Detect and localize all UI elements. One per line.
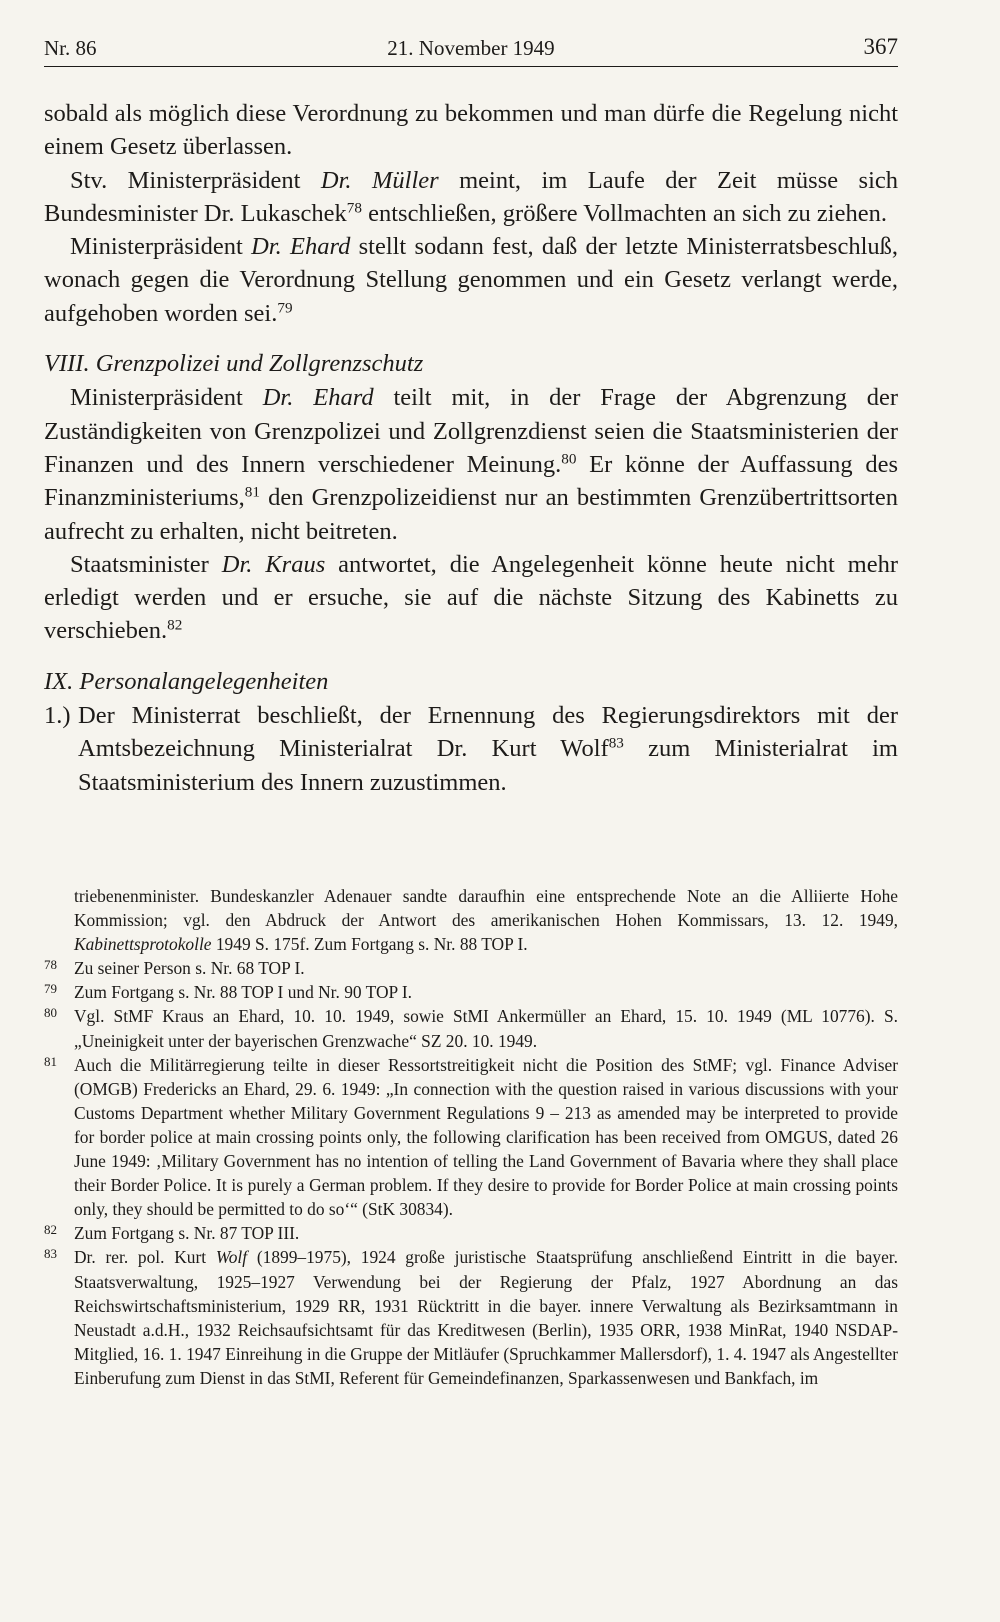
footnote-number: 81 <box>44 1053 57 1069</box>
speaker-name: Ehard <box>313 384 374 412</box>
footnote-continuation: triebenenminister. Bundeskanzler Adenauer sandte daraufhin eine entsprechende Note an die Alliierte Hohe Kommission; vgl. den Abdruck der Antwort des amerikanischen Hohen Kommissars, 13. 12. 1949, Kabinettsprotokolle 1949 S. 175f. Zum Fortgang s. Nr. 88 TOP I. <box>74 886 898 955</box>
footnote-number: 80 <box>44 1005 57 1021</box>
speaker-name: Kraus <box>265 550 326 578</box>
footnote-79: 79 Zum Fortgang s. Nr. 88 TOP I und Nr. 90 TOP I. <box>44 980 898 1004</box>
document-number: Nr. 86 <box>44 36 97 60</box>
paragraph-3: Ministerpräsident Dr. Ehard stellt sodann fest, daß der letzte Ministerratsbeschluß, wonach gegen die Verordnung Stellung genommen und ein Gesetz verlangt werde, aufgehoben worden sei.$^{79}$ <box>44 233 899 327</box>
footnote-ref[interactable]: 82 <box>167 617 183 635</box>
footnote-83: 83 Dr. rer. pol. Kurt Wolf (1899–1975), 1924 große juristische Staatsprüfung anschließend Eintritt in die bayer. Staatsverwaltung, 1925–1927 Verwendung bei der Regierung der Pfalz, 1927 Abordnung an das Reichswirtschaftsministerium, 1929 RR, 1931 Rücktritt in die bayer. innere Verwaltung als Bezirksamtmann in Neustadt a.d.H., 1932 Reichsaufsichtsamt für das Kreditwesen (Berlin), 1935 ORR, 1938 MinRat, 1940 NSDAP-Mitglied, 16. 1. 1947 Einreihung in die Gruppe der Mitläufer (Spruchkammer Mallersdorf), 1. 4. 1947 als Angestellter Einberufung zum Dienst in das StMI, Referent für Gemeindefinanzen, Sparkassenwesen und Bankfach, im <box>44 1245 898 1390</box>
footnote-ref[interactable]: 78 <box>346 199 362 217</box>
footnote-81: 81 Auch die Militärregierung teilte in dieser Ressortstreitigkeit nicht die Position des StMF; vgl. Finance Adviser (OMGB) Fredericks an Ehard, 29. 6. 1949: „In connection with the question raised in various discussions with your Customs Department whether Military Government Regulations 9 – 213 as amended may be interpreted to provide for border police at main crossing points only, the following clarification has been received from OMGUS, dated 26 June 1949: ‚Military Government has no intention of telling the Land Government of Bavaria where they shall place their Border Police. It is purely a German problem. If they desire to provide for Border Police at main crossing points only, they should be permitted to do so‘“ (StK 30834). <box>44 1053 898 1222</box>
footnote-82: 82 Zum Fortgang s. Nr. 87 TOP III. <box>44 1221 898 1245</box>
speaker-name: Ehard <box>290 233 351 261</box>
footnote-number: 79 <box>44 981 57 997</box>
footnote-78: 78 Zu seiner Person s. Nr. 68 TOP I. <box>44 956 898 980</box>
paragraph-5: Staatsminister Dr. Kraus antwortet, die Angelegenheit könne heute nicht mehr erledigt werden und er ersuche, sie auf die nächste Sitzung des Kabinetts zu verschieben.$^{82}$ <box>44 550 899 645</box>
footnote-ref[interactable]: 81 <box>244 483 260 501</box>
footnote-number: 78 <box>44 957 57 973</box>
paragraph-4: Ministerpräsident Dr. Ehard teilt mit, in der Frage der Abgrenzung der Zuständigkeiten von Grenzpolizei und Zollgrenzdienst seien die Staatsministerien der Finanzen und des Innern verschiedener Meinung.$^{80}$ Er könne der Auffassung des Finanzministeriums,$^{81}$ den Grenzpolizeidienst nur an bestimmten Grenzübertrittsorten aufrecht zu erhalten, nicht beitreten. <box>44 384 899 545</box>
footnotes <box>44 884 898 1390</box>
footnote-number: 82 <box>44 1222 57 1238</box>
section-heading-viii: VIII. Grenzpolizei und Zollgrenzschutz <box>44 350 424 378</box>
main-text <box>44 97 898 799</box>
list-item: 1.) Der Ministerrat beschließt, der Ernennung des Regierungsdirektors mit der Amtsbezeichnung Ministerialrat Dr. Kurt Wolf$^{83}$ zum Ministerialrat im Staatsministerium des Innern zuzustimmen. <box>44 699 898 799</box>
section-heading-ix: IX. Personalangelegenheiten <box>44 667 329 695</box>
footnote-ref[interactable]: 83 <box>608 735 624 752</box>
footnote-80: 80 Vgl. StMF Kraus an Ehard, 10. 10. 1949, sowie StMI Ankermüller an Ehard, 15. 10. 1949 (ML 10776). S. „Uneinigkeit unter der bayerischen Grenzwache“ SZ 20. 10. 1949. <box>44 1004 898 1052</box>
item-number: 1.) <box>44 702 71 730</box>
speaker-name: Müller <box>371 166 439 194</box>
running-header <box>44 34 898 67</box>
footnote-ref[interactable]: 80 <box>561 450 577 468</box>
page-number: 367 <box>863 34 898 59</box>
footnote-number: 83 <box>44 1246 57 1262</box>
footnote-ref[interactable]: 79 <box>277 299 293 317</box>
header-date: 21. November 1949 <box>387 36 555 60</box>
paragraph-1: sobald als möglich diese Verordnung zu bekommen und man dürfe die Regelung nicht einem Gesetz überlassen. <box>44 100 898 161</box>
paragraph-2: Stv. Ministerpräsident Dr. Müller meint, im Laufe der Zeit müsse sich Bundesminister Dr. Lukaschek$^{78}$ entschließen, größere Vollmachten an sich zu ziehen. <box>44 166 899 227</box>
